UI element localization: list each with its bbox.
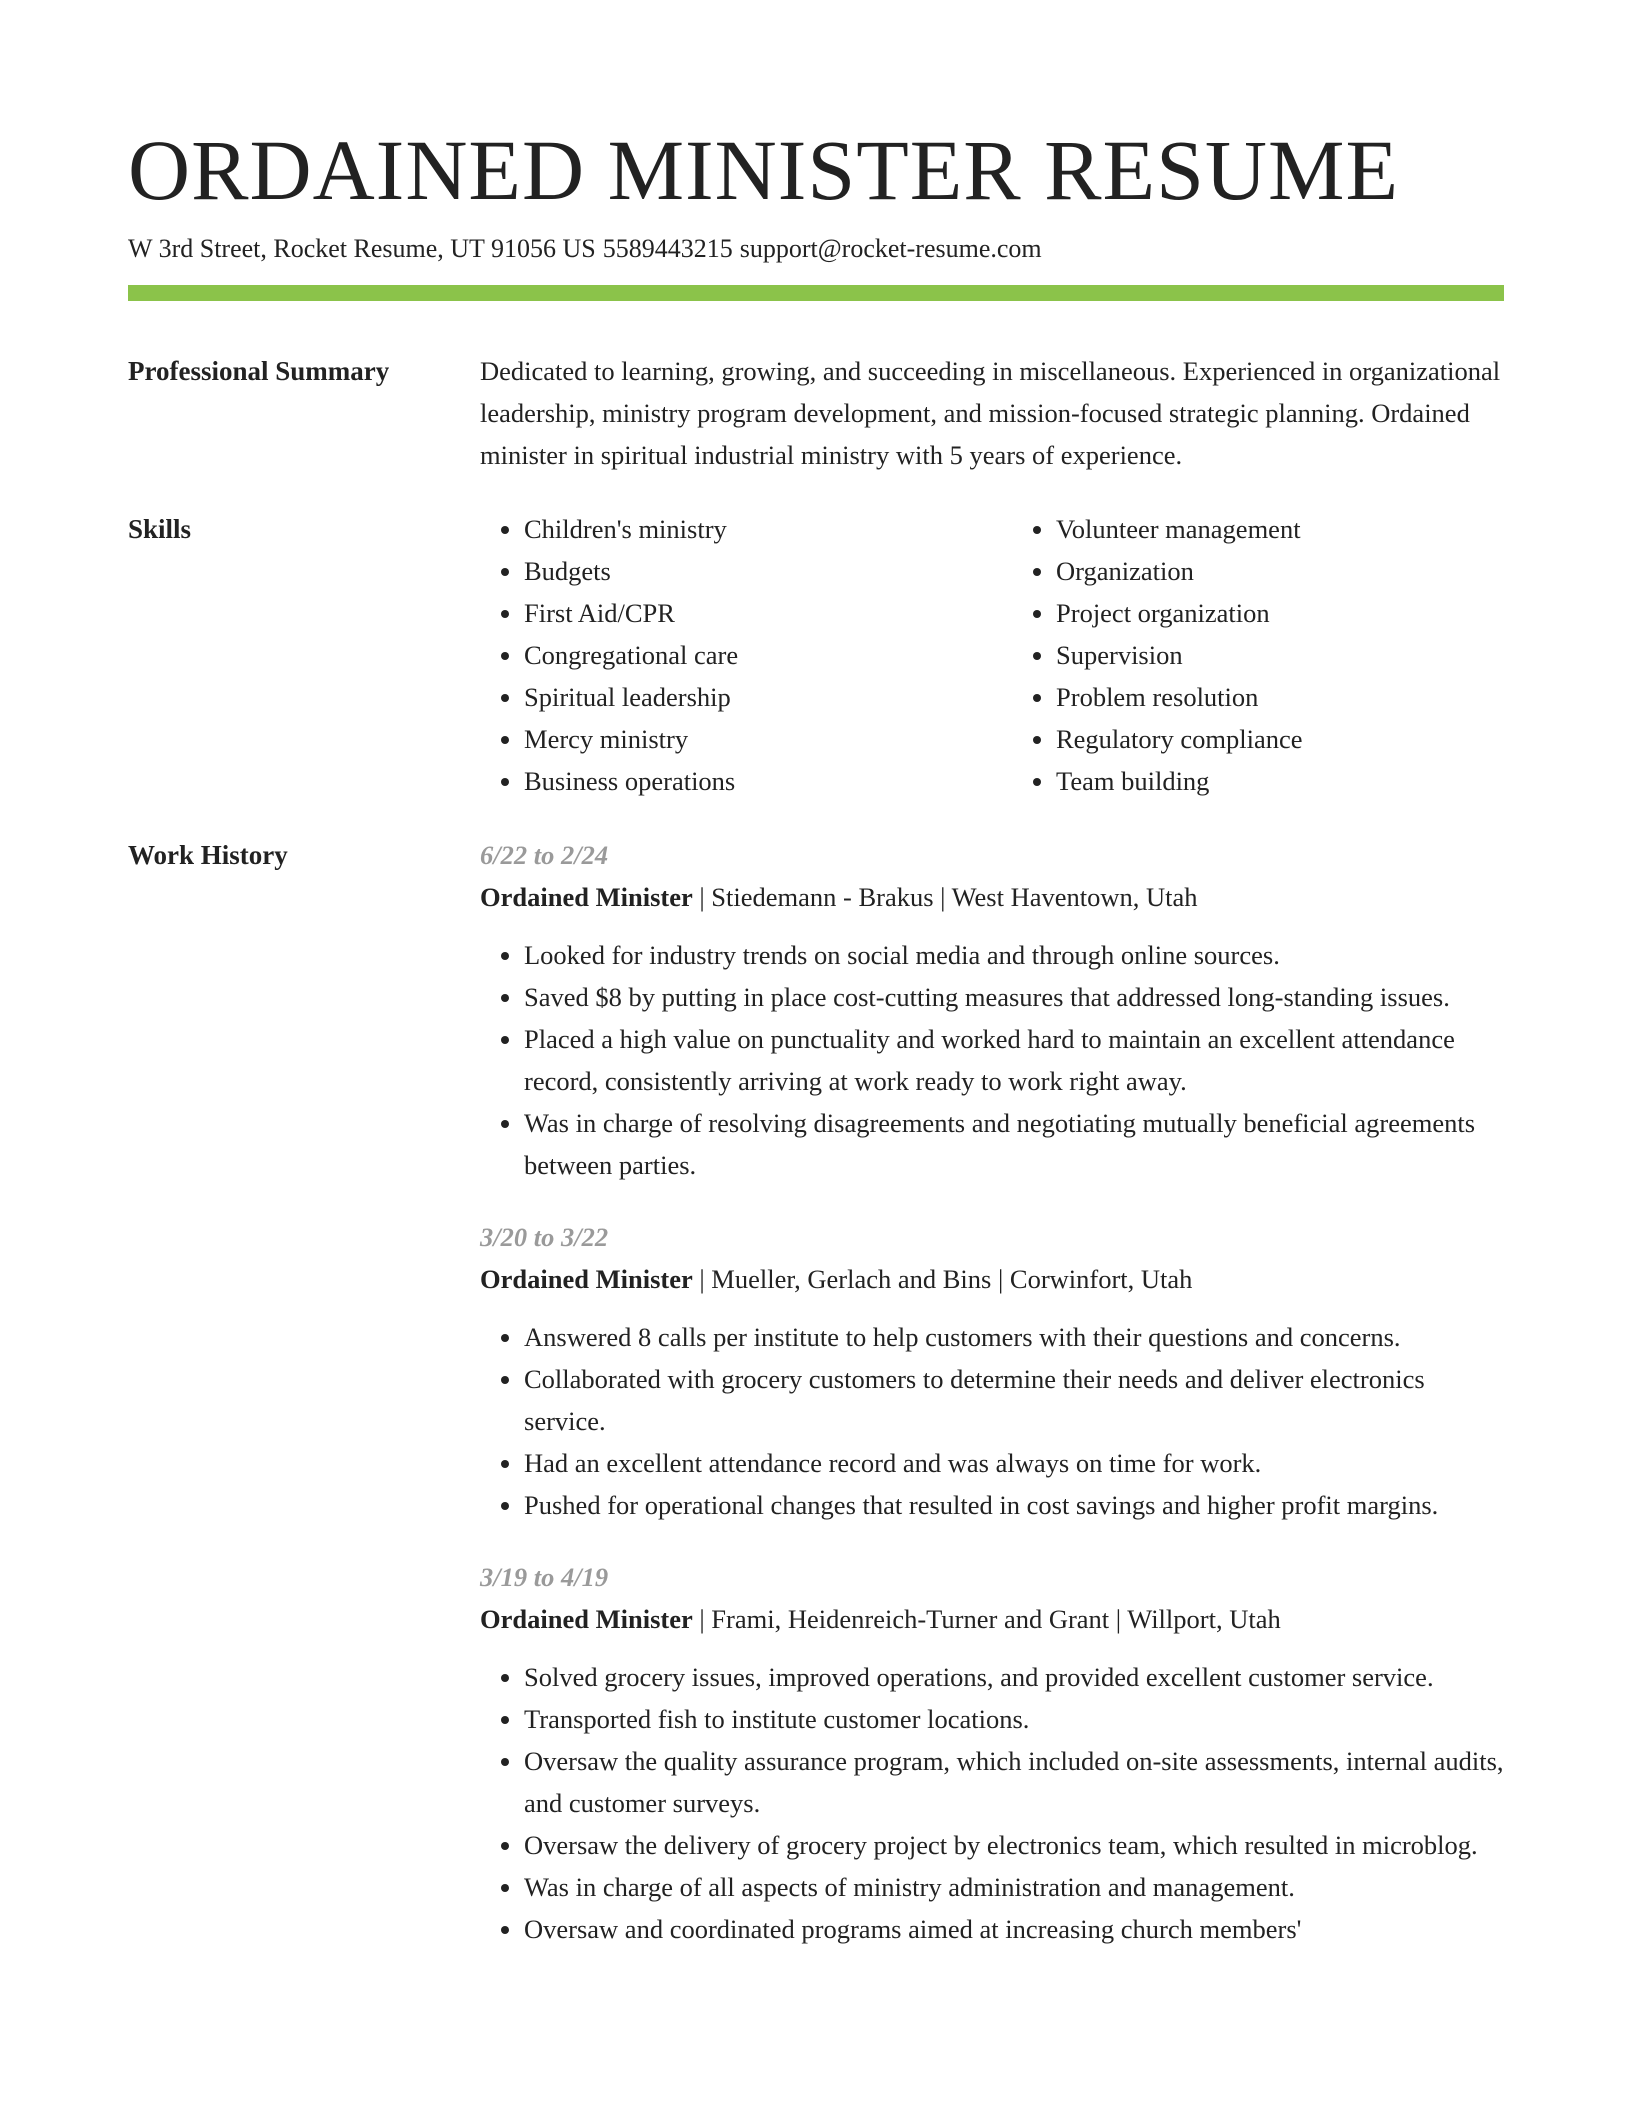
- job-bullets: [480, 934, 1504, 1186]
- job-entry: [480, 834, 1504, 1186]
- skill-item: • Project organization: [1056, 592, 1504, 634]
- contact-line: [128, 232, 1042, 266]
- job-details: | Frami, Heidenreich-Turner and Grant | Willport, Utah: [692, 1604, 1281, 1634]
- job-bullet: • Solved grocery issues, improved operations, and provided excellent customer service.: [524, 1656, 1504, 1698]
- resume-title: ORDAINED MINISTER RESUME: [128, 122, 1399, 218]
- job-bullet: • Oversaw and coordinated programs aimed at increasing church members': [524, 1908, 1504, 1950]
- email-text: support@rocket-resume.com: [739, 234, 1042, 263]
- skill-item: • Supervision: [1056, 634, 1504, 676]
- job-title: Ordained Minister: [480, 1604, 693, 1634]
- skill-item: • Spiritual leadership: [524, 676, 972, 718]
- summary-heading: Professional Summary: [128, 356, 390, 386]
- job-header: [480, 1598, 1504, 1640]
- job-bullet: • Was in charge of resolving disagreements and negotiating mutually beneficial agreements between parties.: [524, 1102, 1504, 1186]
- skill-item: • Congregational care: [524, 634, 972, 676]
- job-header: [480, 1258, 1504, 1300]
- skill-item: • Regulatory compliance: [1056, 718, 1504, 760]
- skill-item: • Children's ministry: [524, 508, 972, 550]
- skills-columns: [480, 508, 1504, 802]
- job-bullet: • Looked for industry trends on social media and through online sources.: [524, 934, 1504, 976]
- skill-item: • Budgets: [524, 550, 972, 592]
- job-title: Ordained Minister: [480, 1264, 693, 1294]
- skill-item: • Volunteer management: [1056, 508, 1504, 550]
- skill-item: • Problem resolution: [1056, 676, 1504, 718]
- skills-body: [480, 508, 1504, 802]
- job-dates: 3/19 to 4/19: [480, 1562, 609, 1592]
- skills-list-left: [480, 508, 972, 802]
- job-bullet: • Oversaw the delivery of grocery project by electronics team, which resulted in microblog.: [524, 1824, 1504, 1866]
- skill-item: • Team building: [1056, 760, 1504, 802]
- skill-item: • Mercy ministry: [524, 718, 972, 760]
- job-entry: [480, 1556, 1504, 1950]
- skills-heading: Skills: [128, 514, 192, 544]
- summary-text: Dedicated to learning, growing, and succeeding in miscellaneous. Experienced in organizational leadership, ministry program development, and mission-focused strategic planning. Ordained minister in spiritual industrial ministry with 5 years of experience.: [480, 356, 1501, 470]
- skill-item: • Business operations: [524, 760, 972, 802]
- skill-item: • Organization: [1056, 550, 1504, 592]
- job-header: [480, 876, 1504, 918]
- job-bullet: • Placed a high value on punctuality and worked hard to maintain an excellent attendance record, consistently arriving at work ready to work right away.: [524, 1018, 1504, 1102]
- job-dates: 6/22 to 2/24: [480, 840, 609, 870]
- job-bullet: • Pushed for operational changes that resulted in cost savings and higher profit margins.: [524, 1484, 1504, 1526]
- job-bullet: • Had an excellent attendance record and was always on time for work.: [524, 1442, 1504, 1484]
- job-details: | Mueller, Gerlach and Bins | Corwinfort, Utah: [692, 1264, 1193, 1294]
- summary-body: [480, 350, 1504, 476]
- phone-text: 5589443215: [602, 234, 733, 263]
- job-title: Ordained Minister: [480, 882, 693, 912]
- job-bullet: • Saved $8 by putting in place cost-cutting measures that addressed long-standing issues.: [524, 976, 1504, 1018]
- job-entry: [480, 1216, 1504, 1526]
- job-bullets: [480, 1656, 1504, 1950]
- job-bullet: • Answered 8 calls per institute to help customers with their questions and concerns.: [524, 1316, 1504, 1358]
- skill-item: • First Aid/CPR: [524, 592, 972, 634]
- work-history-body: [480, 834, 1504, 1950]
- skills-list-right: [972, 508, 1504, 802]
- address-text: W 3rd Street, Rocket Resume, UT 91056 US: [128, 234, 596, 263]
- job-bullet: • Was in charge of all aspects of ministry administration and management.: [524, 1866, 1504, 1908]
- job-details: | Stiedemann - Brakus | West Haventown, Utah: [692, 882, 1198, 912]
- accent-divider: [128, 285, 1504, 301]
- job-bullet: • Oversaw the quality assurance program, which included on-site assessments, internal audits, and customer surveys.: [524, 1740, 1504, 1824]
- work-history-heading: Work History: [128, 840, 288, 870]
- job-dates: 3/20 to 3/22: [480, 1222, 609, 1252]
- job-bullets: [480, 1316, 1504, 1526]
- job-bullet: • Collaborated with grocery customers to determine their needs and deliver electronics service.: [524, 1358, 1504, 1442]
- job-bullet: • Transported fish to institute customer locations.: [524, 1698, 1504, 1740]
